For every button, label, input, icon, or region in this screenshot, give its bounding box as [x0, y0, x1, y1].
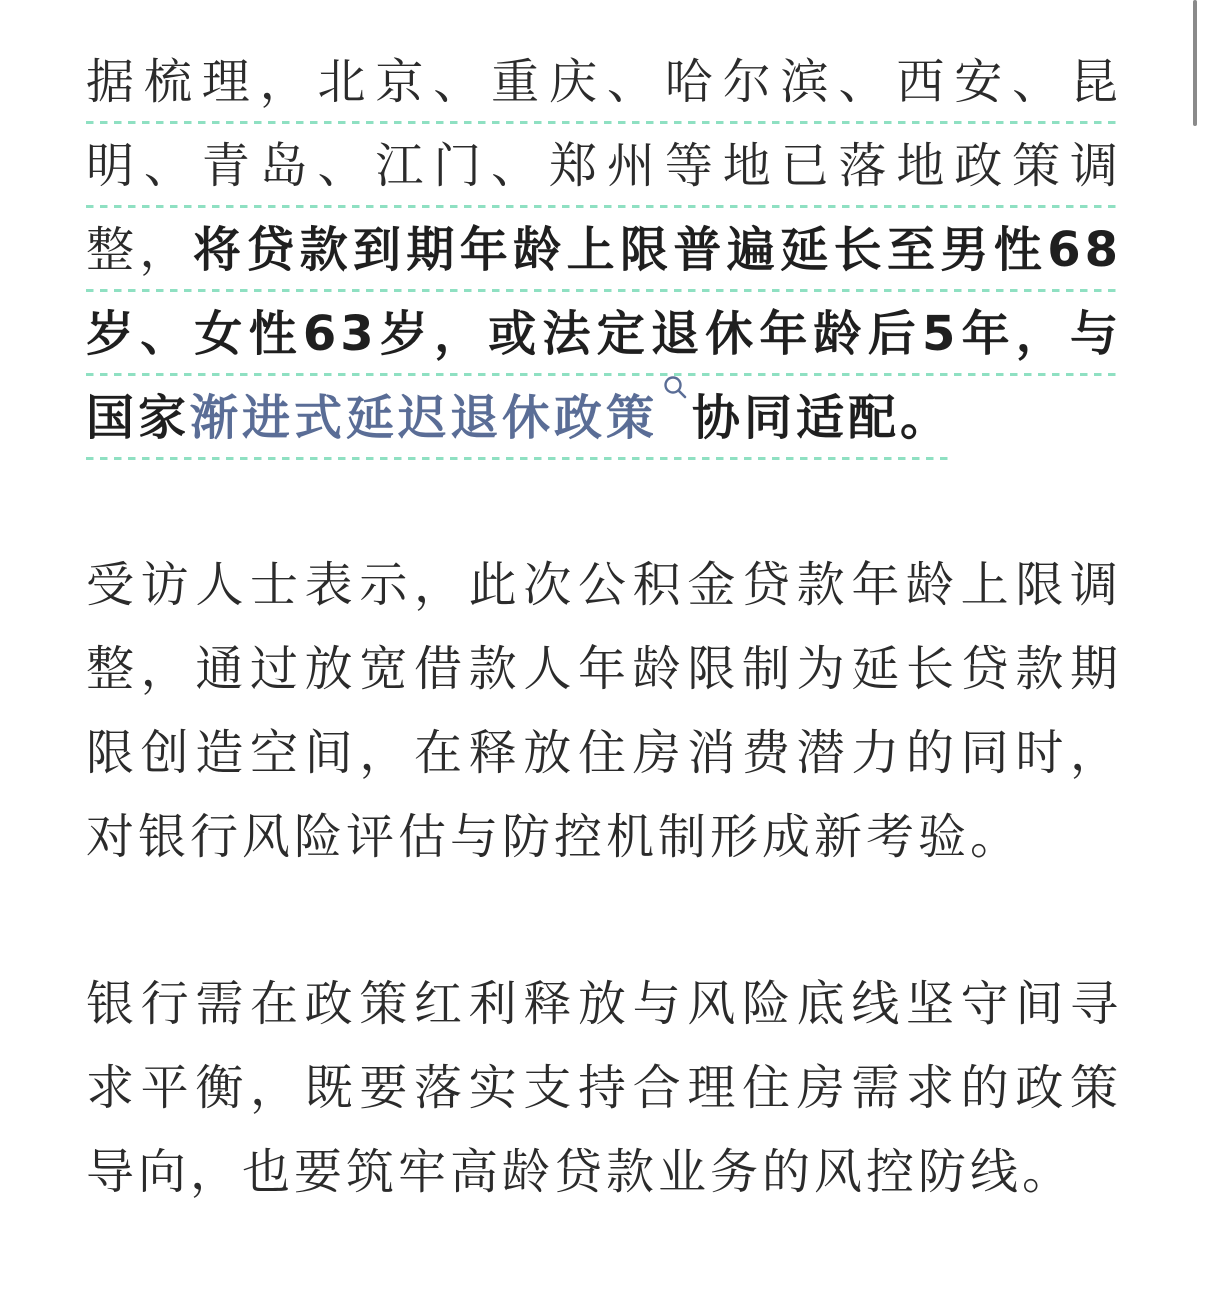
paragraph1-bold-tail: 协同适配。 — [692, 390, 953, 446]
paragraph1-bold: 将贷款到期年龄上限普遍延长至男性68岁、女性63岁，或法定退休年龄后5年，与国家 — [86, 222, 1122, 446]
paragraph-balance: 银行需在政策红利释放与风险底线坚守间寻求平衡，既要落实支持合理住房需求的政策导向，也要筑牢高龄贷款业务的风控防线。 — [86, 976, 1122, 1200]
scrollbar[interactable] — [1193, 0, 1197, 126]
policy-search-link[interactable]: 渐进式延迟退休政策 — [190, 390, 659, 446]
search-icon[interactable] — [662, 374, 692, 404]
paragraph-highlighted — [86, 40, 1122, 460]
highlighted-passage — [86, 54, 1122, 460]
article-body — [86, 40, 1122, 1214]
paragraph-interview: 受访人士表示，此次公积金贷款年龄上限调整，通过放宽借款人年龄限制为延长贷款期限创造空间，在释放住房消费潜力的同时，对银行风险评估与防控机制形成新考验。 — [86, 557, 1122, 865]
paragraph1-plain: 据梳理，北京、重庆、哈尔滨、西安、昆明、青岛、江门、郑州等地已落地政策调整， — [86, 54, 1122, 278]
